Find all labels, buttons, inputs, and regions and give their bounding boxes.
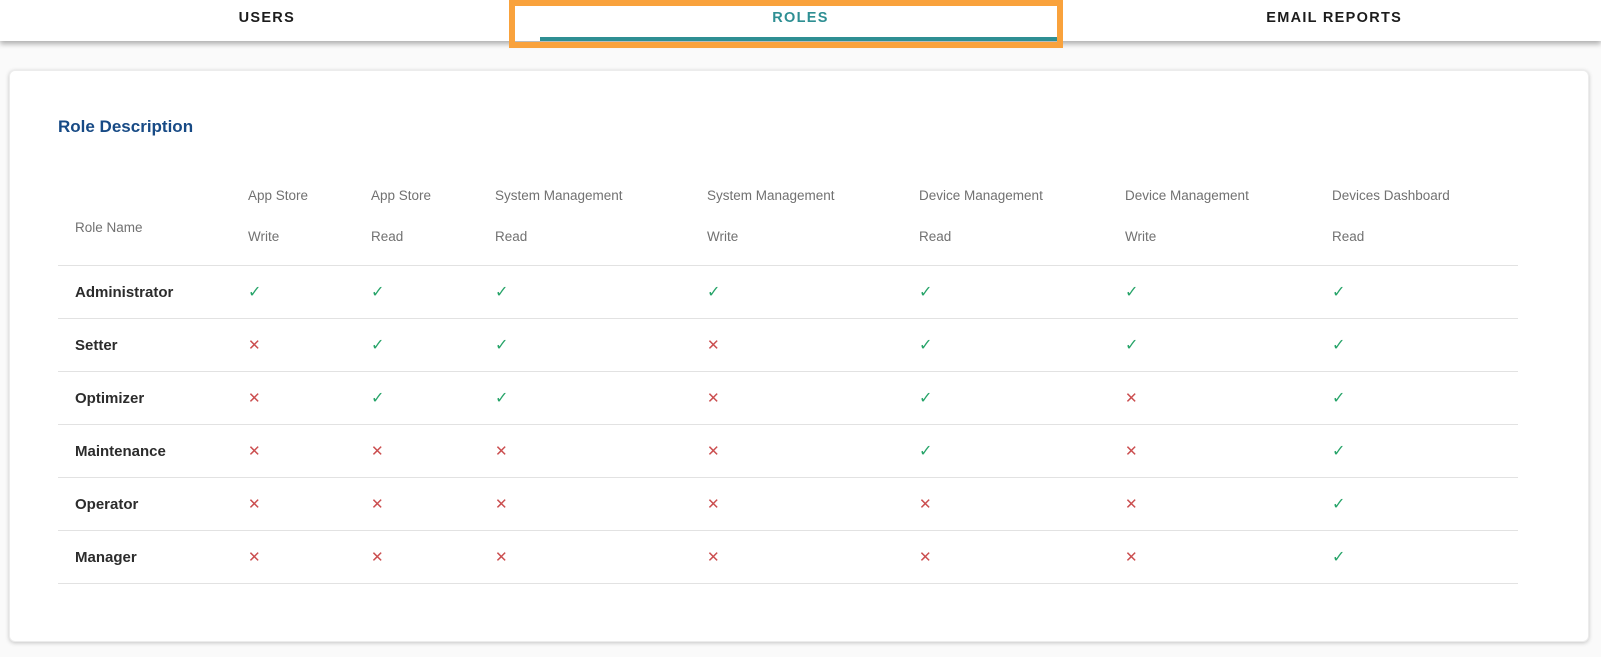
tab-roles-label: ROLES <box>772 10 829 26</box>
cross-icon: ✕ <box>371 548 384 566</box>
permission-cell <box>919 390 1125 407</box>
column-header-read-devices-dashboard <box>1332 179 1518 265</box>
table-row-administrator <box>58 266 1518 319</box>
cross-icon: ✕ <box>707 442 720 460</box>
column-header-read-system-management <box>495 179 707 265</box>
check-icon: ✓ <box>371 336 385 354</box>
cross-icon: ✕ <box>495 548 508 566</box>
table-header-row <box>58 179 1518 266</box>
tab-roles[interactable] <box>534 0 1068 41</box>
permission-cell <box>248 284 371 301</box>
permission-cell <box>248 496 371 513</box>
table-body <box>58 266 1518 584</box>
permission-cell <box>707 284 919 301</box>
column-group-label: System Management <box>495 188 623 203</box>
cross-icon: ✕ <box>248 336 261 354</box>
permission-cell <box>371 337 495 354</box>
active-tab-underline <box>540 37 1062 41</box>
permission-cell <box>919 549 1125 566</box>
check-icon: ✓ <box>1125 283 1139 301</box>
permission-cell <box>248 390 371 407</box>
permission-cell <box>371 496 495 513</box>
roles-permission-table <box>58 179 1518 584</box>
card-title: Role Description <box>58 117 194 136</box>
permission-cell <box>1125 337 1332 354</box>
column-header-write-system-management <box>707 179 919 265</box>
column-permission-label: Write <box>707 229 739 244</box>
permission-cell <box>1332 390 1518 407</box>
check-icon: ✓ <box>707 283 721 301</box>
check-icon: ✓ <box>1125 336 1139 354</box>
column-permission-label: Read <box>919 229 952 244</box>
permission-cell <box>371 284 495 301</box>
check-icon: ✓ <box>1332 442 1346 460</box>
table-row-optimizer <box>58 372 1518 425</box>
cross-icon: ✕ <box>707 548 720 566</box>
column-header-read-device-management <box>919 179 1125 265</box>
cross-icon: ✕ <box>707 495 720 513</box>
permission-cell <box>495 496 707 513</box>
column-permission-label: Read <box>1332 229 1365 244</box>
cross-icon: ✕ <box>495 442 508 460</box>
check-icon: ✓ <box>919 336 933 354</box>
column-header-role-name <box>58 179 248 265</box>
column-group-label: Device Management <box>919 188 1043 203</box>
check-icon: ✓ <box>919 389 933 407</box>
permission-cell <box>495 284 707 301</box>
column-permission-label: Read <box>495 229 528 244</box>
permission-cell <box>919 284 1125 301</box>
cross-icon: ✕ <box>248 495 261 513</box>
table-row-maintenance <box>58 425 1518 478</box>
column-permission-label: Write <box>248 229 280 244</box>
permission-cell <box>919 496 1125 513</box>
cross-icon: ✕ <box>919 548 932 566</box>
permission-cell <box>248 337 371 354</box>
permission-cell <box>1125 390 1332 407</box>
permission-cell <box>1332 549 1518 566</box>
permission-cell <box>495 337 707 354</box>
role-name: Maintenance <box>75 442 166 460</box>
check-icon: ✓ <box>495 389 509 407</box>
tab-bar <box>0 0 1601 41</box>
permission-cell <box>495 443 707 460</box>
cross-icon: ✕ <box>371 495 384 513</box>
check-icon: ✓ <box>371 283 385 301</box>
column-header-write-app-store <box>248 179 371 265</box>
column-group-label: App Store <box>371 188 432 203</box>
permission-cell <box>495 390 707 407</box>
cross-icon: ✕ <box>707 336 720 354</box>
permission-cell <box>248 443 371 460</box>
role-name: Administrator <box>75 283 174 301</box>
cross-icon: ✕ <box>1125 548 1138 566</box>
cross-icon: ✕ <box>248 548 261 566</box>
permission-cell <box>248 549 371 566</box>
check-icon: ✓ <box>919 283 933 301</box>
table-row-manager <box>58 531 1518 584</box>
permission-cell <box>1125 284 1332 301</box>
check-icon: ✓ <box>919 442 933 460</box>
tab-email-reports-label: EMAIL REPORTS <box>1266 10 1403 26</box>
check-icon: ✓ <box>1332 548 1346 566</box>
role-name: Manager <box>75 548 137 566</box>
column-permission-label: Write <box>1125 229 1157 244</box>
column-group-label: Devices Dashboard <box>1332 188 1450 203</box>
check-icon: ✓ <box>248 283 262 301</box>
tab-users-label: USERS <box>238 10 296 26</box>
permission-cell <box>371 549 495 566</box>
cross-icon: ✕ <box>248 389 261 407</box>
permission-cell <box>707 337 919 354</box>
column-header-write-device-management <box>1125 179 1332 265</box>
column-permission-label: Read <box>371 229 404 244</box>
column-group-label: App Store <box>248 188 309 203</box>
role-name: Setter <box>75 336 118 354</box>
permission-cell <box>707 443 919 460</box>
cross-icon: ✕ <box>1125 495 1138 513</box>
cross-icon: ✕ <box>707 389 720 407</box>
permission-cell <box>919 337 1125 354</box>
column-header-read-app-store <box>371 179 495 265</box>
cross-icon: ✕ <box>1125 442 1138 460</box>
check-icon: ✓ <box>495 283 509 301</box>
role-name: Optimizer <box>75 389 145 407</box>
table-row-setter <box>58 319 1518 372</box>
permission-cell <box>707 390 919 407</box>
permission-cell <box>495 549 707 566</box>
cross-icon: ✕ <box>371 442 384 460</box>
table-row-operator <box>58 478 1518 531</box>
permission-cell <box>1332 496 1518 513</box>
cross-icon: ✕ <box>919 495 932 513</box>
role-name: Operator <box>75 495 139 513</box>
permission-cell <box>1332 284 1518 301</box>
permission-cell <box>919 443 1125 460</box>
permission-cell <box>371 443 495 460</box>
cross-icon: ✕ <box>248 442 261 460</box>
column-group-label: Device Management <box>1125 188 1249 203</box>
permission-cell <box>1125 496 1332 513</box>
check-icon: ✓ <box>495 336 509 354</box>
cross-icon: ✕ <box>1125 389 1138 407</box>
permission-cell <box>707 496 919 513</box>
permission-cell <box>1332 337 1518 354</box>
permission-cell <box>1332 443 1518 460</box>
permission-cell <box>371 390 495 407</box>
check-icon: ✓ <box>1332 336 1346 354</box>
permission-cell <box>1125 549 1332 566</box>
check-icon: ✓ <box>371 389 385 407</box>
check-icon: ✓ <box>1332 283 1346 301</box>
role-description-card <box>9 70 1589 642</box>
tab-users[interactable] <box>0 0 534 41</box>
tab-email-reports[interactable] <box>1067 0 1601 41</box>
check-icon: ✓ <box>1332 495 1346 513</box>
column-group-label: System Management <box>707 188 835 203</box>
cross-icon: ✕ <box>495 495 508 513</box>
permission-cell <box>1125 443 1332 460</box>
role-name-column-label: Role Name <box>75 220 143 235</box>
check-icon: ✓ <box>1332 389 1346 407</box>
permission-cell <box>707 549 919 566</box>
